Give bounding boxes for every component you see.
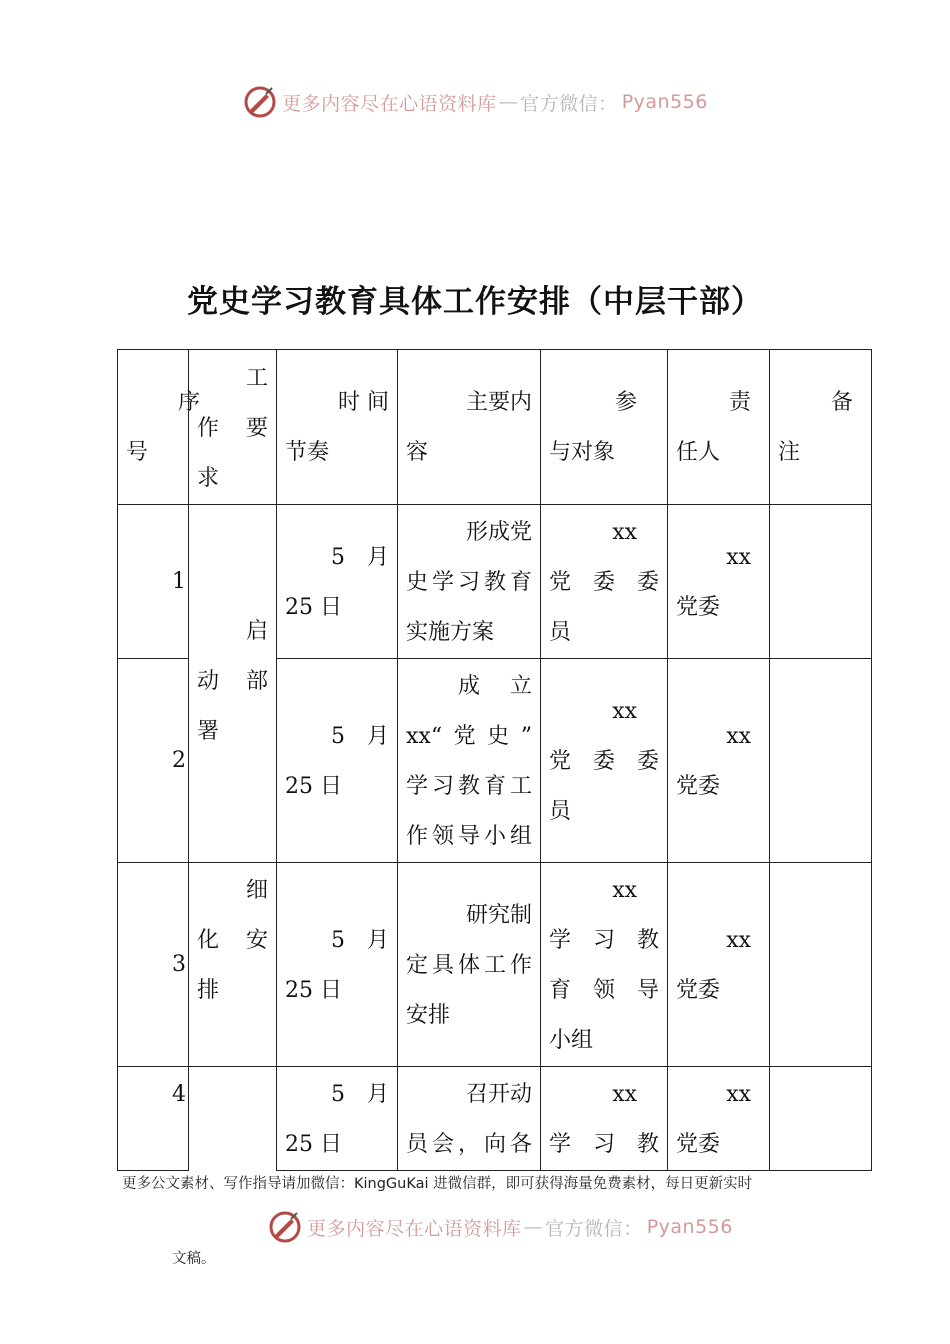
seq-cell: 4: [118, 1067, 189, 1171]
watermark-main-text: 更多内容尽在心语资料库: [307, 1217, 522, 1240]
time-cell: 5 月 25 日: [277, 863, 398, 1067]
header-row: [118, 350, 872, 505]
header-target: 参 与对象: [541, 350, 668, 505]
pen-logo-icon: [242, 84, 278, 120]
seq-cell: 1: [118, 505, 189, 659]
watermark-official-label: 官方微信：: [545, 1217, 643, 1240]
seq-cell: 3: [118, 863, 189, 1067]
watermark-separator: —: [523, 1216, 544, 1238]
watermark-main-text: 更多内容尽在心语资料库: [282, 92, 497, 115]
watermark-wechat-id: Pyan556: [646, 1216, 733, 1238]
header-requirement: 工 作 要 求: [189, 350, 277, 505]
content-cell: 召开动 员会，向各: [398, 1067, 541, 1171]
content-cell: 成 立 xx“党史” 学习教育工 作领导小组: [398, 659, 541, 863]
header-content: 主要内 容: [398, 350, 541, 505]
owner-cell: xx 党委: [668, 659, 770, 863]
remark-cell: [770, 1067, 872, 1171]
time-cell: 5 月 25 日: [277, 1067, 398, 1171]
target-cell: xx 学 习 教: [541, 1067, 668, 1171]
watermark-official-label: 官方微信：: [520, 92, 618, 115]
seq-cell: 2: [118, 659, 189, 863]
remark-cell: [770, 659, 872, 863]
header-remark: 备 注: [770, 350, 872, 505]
owner-cell: xx 党委: [668, 505, 770, 659]
table-row: [118, 863, 872, 1067]
group-cell-refine-continued: [189, 1067, 277, 1171]
time-cell: 5 月 25 日: [277, 659, 398, 863]
header-seq: 序 号: [118, 350, 189, 505]
pen-logo-icon: [267, 1209, 303, 1245]
group-cell-startup: 启 动 部 署: [189, 505, 277, 863]
header-owner: 责 任人: [668, 350, 770, 505]
target-cell: xx 学 习 教 育 领 导 小组: [541, 863, 668, 1067]
content-cell: 研究制 定具体工作 安排: [398, 863, 541, 1067]
table-row: [118, 1067, 872, 1171]
work-plan-table: [117, 349, 872, 1171]
page-title: 党史学习教育具体工作安排（中层干部）: [187, 284, 763, 320]
target-cell: xx 党 委 委 员: [541, 505, 668, 659]
owner-cell: xx 党委: [668, 1067, 770, 1171]
watermark-wechat-id: Pyan556: [621, 91, 708, 113]
remark-cell: [770, 863, 872, 1067]
owner-cell: xx 党委: [668, 863, 770, 1067]
watermark-top: [0, 82, 950, 122]
watermark-bottom: [0, 1207, 950, 1247]
header-time: 时 间 节奏: [277, 350, 398, 505]
remark-cell: [770, 505, 872, 659]
time-cell: 5 月 25 日: [277, 505, 398, 659]
table-row: [118, 505, 872, 659]
content-cell: 形成党 史学习教育 实施方案: [398, 505, 541, 659]
footer-note: 更多公文素材、写作指导请加微信：KingGuKai 进微信群，即可获得海量免费素材，每日更新实时: [122, 1176, 753, 1192]
footer-note-continued: 文稿。: [172, 1251, 216, 1267]
group-cell-refine: 细 化 安 排: [189, 863, 277, 1067]
watermark-separator: —: [498, 91, 519, 113]
target-cell: xx 党 委 委 员: [541, 659, 668, 863]
